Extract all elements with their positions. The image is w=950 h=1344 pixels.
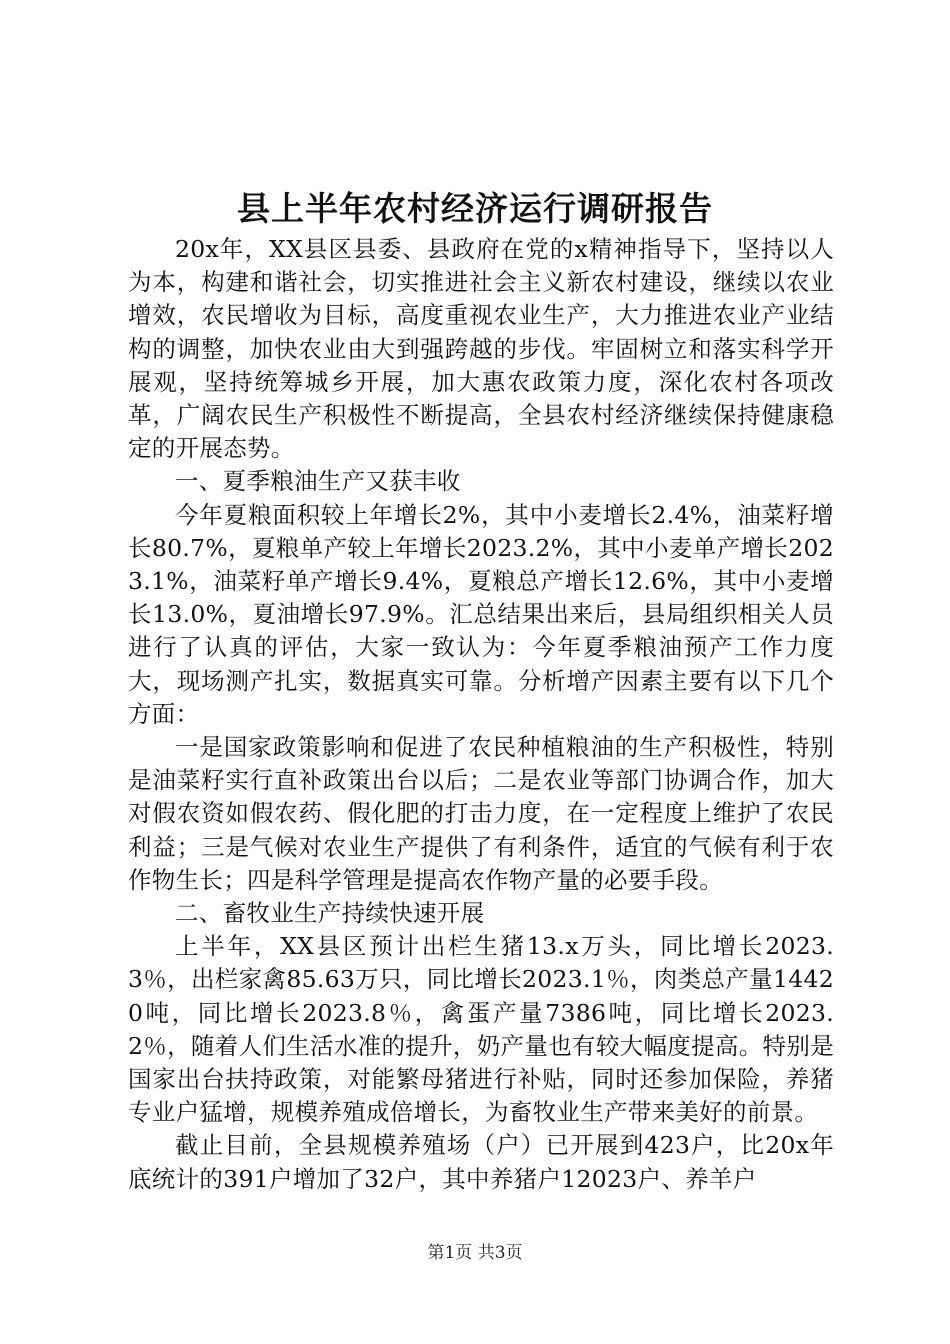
section-heading-2: 二、畜牧业生产持续快速开展 xyxy=(175,899,485,928)
farms-paragraph: 截止目前，全县规模养殖场（户）已开展到423户，比20x年底统计的391户增加了32户，其中养猪户12023户、养羊户 xyxy=(128,1131,834,1193)
section-heading-1: 一、夏季粮油生产又获丰收 xyxy=(175,467,461,496)
livestock-paragraph: 上半年，XX县区预计出栏生猪13.x万头，同比增长2023.3％，出栏家禽85.63万只，同比增长2023.1％，肉类总产量14420吨，同比增长2023.8％，禽蛋产量7386吨，同比增长2023.2％，随着人们生活水准的提升，奶产量也有较大幅度提高。特别是国家出台扶持政策，对能繁母猪进行补贴，同时还参加保险，养猪专业户猛增，规模养殖成倍增长，为畜牧业生产带来美好的前景。 xyxy=(128,932,834,1127)
document-title: 县上半年农村经济运行调研报告 xyxy=(237,189,713,228)
summer-grain-paragraph: 今年夏粮面积较上年增长2%，其中小麦增长2.4%，油菜籽增长80.7%，夏粮单产较上年增长2023.2%，其中小麦单产增长2023.1%，油菜籽单产增长9.4%，夏粮总产增长12.6%，其中小麦增长13.0%，夏油增长97.9%。汇总结果出来后，县局组织相关人员进行了认真的评估，大家一致认为：今年夏季粮油预产工作力度大，现场测产扎实，数据真实可靠。分析增产因素主要有以下几个方面： xyxy=(128,500,834,728)
intro-paragraph: 20x年，XX县区县委、县政府在党的x精神指导下，坚持以人为本，构建和谐社会，切实推进社会主义新农村建设，继续以农业增效，农民增收为目标，高度重视农业生产，大力推进农业产业结构的调整，加快农业由大到强跨越的步伐。牢固树立和落实科学开展观，坚持统筹城乡开展，加大惠农政策力度，深化农村各项改革，广阔农民生产积极性不断提高，全县农村经济继续保持健康稳定的开展态势。 xyxy=(128,235,834,463)
factors-paragraph: 一是国家政策影响和促进了农民种植粮油的生产积极性，特别是油菜籽实行直补政策出台以后；二是农业等部门协调合作，加大对假农资如假农药、假化肥的打击力度，在一定程度上维护了农民利益；三是气候对农业生产提供了有利条件，适宜的气候有利于农作物生长；四是科学管理是提高农作物产量的必要手段。 xyxy=(128,733,834,894)
page-number-footer: 第1页 共3页 xyxy=(427,1243,523,1263)
document-body xyxy=(128,233,834,1196)
